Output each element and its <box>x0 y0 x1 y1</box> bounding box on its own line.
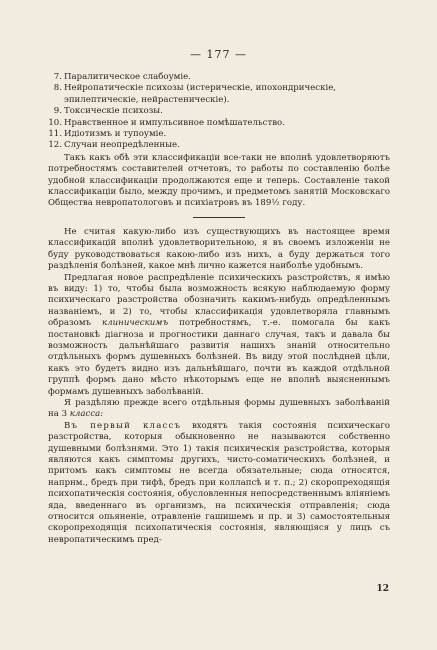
list-item-number: 8. <box>53 83 62 94</box>
list-item-number: 11. <box>48 129 62 140</box>
paragraph-classification-note: Такъ какъ обѣ эти классификаціи все-таки не вполнѣ удовлетворяютъ потребностямъ составителей отчетовъ, то работы по составленію болѣе удобной классификаціи продолжаются еще и теперь. Составленіе такой классификаціи было, между прочимъ, и предметомъ занятій Московскаго Общества невропатологовъ и психіатровъ въ 189½ году. <box>48 152 390 209</box>
printer-signature-mark: 12 <box>376 584 389 594</box>
classification-list <box>48 72 390 152</box>
page-number-header: — 177 — <box>190 48 247 61</box>
paragraph-proposal <box>48 273 390 398</box>
list-item-text: Нравственное и импульсивное помѣшательство. <box>64 117 285 128</box>
first-class-text: входятъ такія состоянія психическаго разстройства, которыя обыкновенно не называются собственно душевными болѣзнями. Это 1) такія психическія разстройства, которыя являются какъ симптомы другихъ, чисто-соматическихъ болѣзней, и притомъ какъ симптомы не всегда обязательные; сюда относятся, напрнм., бредъ при тифѣ, бредъ при коллапсѣ и т. п.; 2) скоропреходящія психопатическія состоянія, обусловленныя непосредственнымъ вліяніемъ яда, введеннаго въ организмъ, на психическія отправленія; сюда относится опьяненіе, отравленіе гашишемъ и пр. и 3) самостоятельныя скоропреходящія психопатическія состоянія, являющіяся у лицъ съ невропатическимъ пред- <box>48 420 390 545</box>
list-item-number: 10. <box>48 117 62 128</box>
proposal-emphasis: клиническимъ <box>102 318 169 329</box>
list-item-text: Нейропатическіе психозы (истерическіе, ипохондрическіе, эпилептическіе, нейрастеническіе). <box>64 83 337 105</box>
list-item-number: 9. <box>53 106 62 117</box>
list-item-text: Паралитическое слабоуміе. <box>64 72 191 82</box>
list-item-text: Токсическіе психозы. <box>64 106 163 117</box>
list-item <box>48 72 390 83</box>
list-item-text: Идіотизмъ и тупоуміе. <box>64 129 167 140</box>
paragraph-author-approach: Не считая какую-либо изъ существующихъ въ настоящее время классификацій вполнѣ удовлетворительною, я въ своемъ изложеніи не буду руководствоваться какою-либо изъ нихъ, а буду держаться того раздѣленія болѣзней, какое мнѣ лично кажется наиболѣе удобнымъ. <box>48 226 390 272</box>
list-item <box>48 83 390 106</box>
first-class-heading: Въ первый классъ <box>64 420 182 431</box>
classes-emphasis: класса: <box>69 409 104 420</box>
proposal-text-end: потребностямъ, т.-е. помогала бы какъ постановкѣ діагноза и прогностики даннаго случая, такъ и давала бы возможность дальнѣйшаго развитія нашихъ знаній относительно отдѣльныхъ формъ душевныхъ болѣзней. Въ виду этой послѣдней цѣли, какъ это будетъ видно изъ дальнѣйшаго, почти въ каждой отдѣльной группѣ формъ дано мѣсто нѣкоторымъ еще не вполнѣ выясненнымъ формамъ душевныхъ заболѣваній. <box>48 318 391 397</box>
list-item-number: 12. <box>48 140 62 151</box>
section-divider <box>193 217 245 218</box>
list-item <box>48 106 390 117</box>
classes-text: Я раздѣляю прежде всего отдѣльныя формы душевныхъ заболѣваній на 3 <box>48 397 390 420</box>
paragraph-first-class <box>48 421 390 546</box>
list-item-text: Случаи неопредѣленные. <box>64 140 180 151</box>
paragraph-three-classes <box>48 398 390 421</box>
list-item <box>48 140 390 151</box>
page-body <box>48 72 390 546</box>
list-item <box>48 118 390 129</box>
list-item <box>48 129 390 140</box>
proposal-text-start: Предлагая новое распредѣленіе психическихъ разстройствъ, я имѣю въ виду: 1) то, чтобы была возможность всякую наблюдаемую форму психическаго разстройства обозначить какимъ-нибудь опредѣленнымъ названіемъ, и 2) то, чтобы классификація удовлетворяла главнымъ образомъ <box>48 272 390 329</box>
list-item-number: 7. <box>53 72 62 82</box>
